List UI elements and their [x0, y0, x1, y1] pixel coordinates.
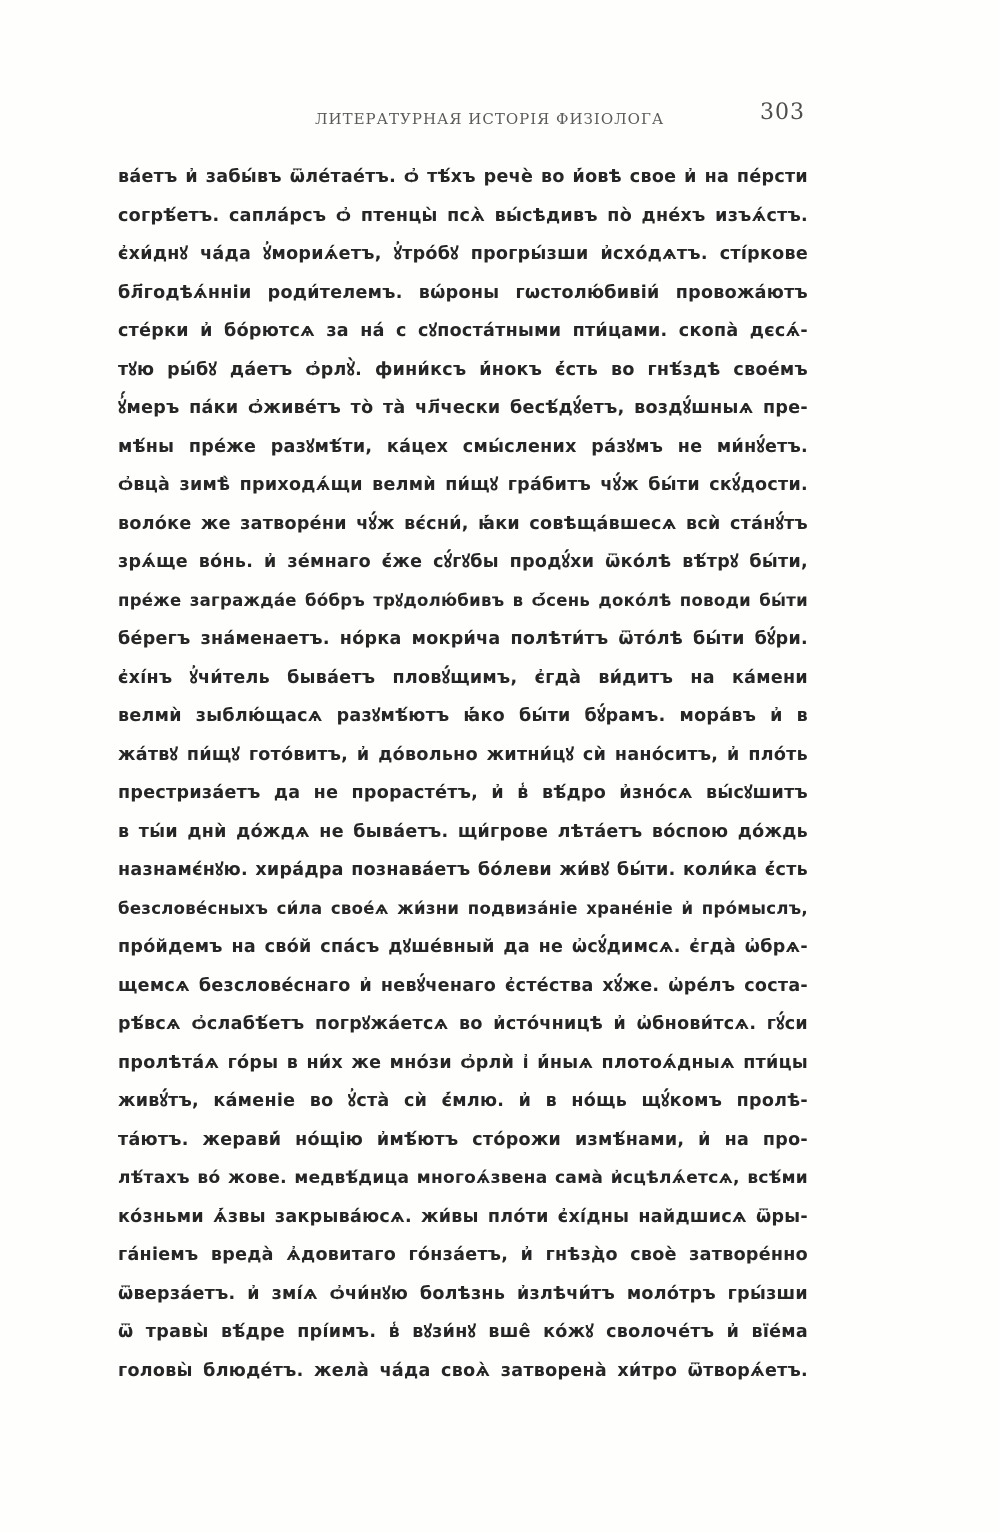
running-head — [0, 100, 1000, 134]
text-line: бл҃годѣѧ́нніи роди́телемъ. вѡ́роны гѡстолю́бивіи́ провожа́ютъ — [118, 282, 808, 303]
text-line: про́йдемъ на сво́й спа́съ дꙋше́вный да не ѡ҆сꙋ́димсѧ. є҆гда̀ ѡ҆брѧ- — [118, 937, 808, 957]
body-text — [118, 158, 808, 1390]
text-line: бе́регъ зна́менаетъ. но́рка мокри́ча полѣти́тъ ѿто́лѣ бы́ти бꙋ́ри. — [118, 629, 808, 649]
text-line: га́ніемъ вреда̀ ѧ҆довитаго го́нза́етъ, и҆ гнѣзд̀о своѐ затворе́нно — [118, 1245, 808, 1265]
text-line: вáетъ и҆ забы́въ ѿле́таéтъ. ѻ҆ тѣ́хъ речѐ во и҆́овѣ свое и҆ на пе́рсти — [118, 167, 808, 187]
text-line: зрѧ́ще во́нь. и҆ зе́мнаго є҆́же сꙋ́гꙋбы продꙋ́хи ѿко́лѣ вѣ́трꙋ бы́ти, — [118, 552, 808, 572]
text-line: престриза́етъ да не прорасте́тъ, и҆ в̾ вѣ́дро и҆зно́сѧ вы́сꙋшитъ — [118, 783, 808, 803]
text-line: жа́твꙋ пи́щꙋ гото́витъ, и҆ до́вольно житни́цꙋ сѝ нано́ситъ, и҆ пло́ть — [118, 744, 808, 765]
text-line: та́ютъ. жерави̇́ но́щію и҆мѣ́ютъ сто́рожи измѣ́нами, и҆ на про- — [118, 1129, 808, 1150]
text-line: головы̀ блюде́тъ. жела̀ ча́да своѧ̀ затворена̀ хи́тро ѿтворѧ́етъ. — [118, 1360, 808, 1381]
text-line: пре́же загражда́е бо́бръ трꙋдолю́бивъ в ѻ҆́сень доко́лѣ поводи бы́ти — [118, 590, 808, 610]
page-number: 303 — [760, 100, 805, 125]
text-line: ѿ травы̀ вѣ́дре прі́имъ. в̾ вꙋзи́нꙋ вше̂ ко́жꙋ сволоче́тъ и҆ вїе́ма — [118, 1322, 808, 1342]
text-line: тꙋю ры́бꙋ да́етъ ѻ҆рлꙋ̀. фини́ксъ и҆́нокъ є҆́сть во гнѣ́здѣ свое́мъ — [118, 359, 808, 380]
text-line: сте́рки и҆ бо́рютсѧ за на́ с сꙋпоста́тными пти́цами. скопа̀ дєсѧ́- — [118, 321, 808, 341]
text-line: рѣ́всѧ ѻ҆слабѣ́етъ погрꙋжа́етсѧ во и҆сто́чницѣ и҆ ѡ҆бнови́тсѧ. гꙋ́си — [118, 1014, 808, 1034]
text-line: ко́зньми ѧ҆́звы закрыва́юсѧ. жи́вы пло́ти є҆хі́дны найдшисѧ ѿры- — [118, 1206, 808, 1227]
text-line: мѣ́ны пре́же разꙋмѣ́ти, ка́цех смы́слених ра́зꙋмъ не ми́нꙋ́етъ. — [118, 436, 808, 457]
text-line: ѻ҆вца̀ зимѣ̀ приходѧ́щи велмѝ пи́щꙋ гра́битъ чꙋ́ж бы́ти скꙋ́дости. — [118, 475, 808, 495]
text-line: щемсѧ безслове́снаго и҆ невꙋ́ченаго є҆сте́ства хꙋ́же. ѡ҆ре́лъ соста- — [118, 975, 808, 996]
text-line: воло́ке же затворе́ни чꙋ́ж вє́сни́, ꙗ҆́ки совѣща́вшесѧ всѝ ста́нꙋ́тъ — [118, 513, 808, 534]
text-line: пролѣта́ѧ го́ры в ни́х же мно́зи ѻ҆рлѝ і҆ и҆́ныѧ плотоѧ́дныѧ пти́цы — [118, 1052, 808, 1073]
text-line: є҆хі́нъ ꙋ҆чи́тель быва́етъ пловꙋ́щимъ, є҆гда̀ ви́дитъ на ка́мени — [118, 667, 808, 688]
text-line: безслове́сныхъ си́ла свое́ѧ жи́зни подвиза́ніе хране́ніе и҆ про́мыслъ, — [118, 898, 808, 918]
text-line: ѿверза́етъ. и҆ змі́ѧ ѻ҆чи́нꙋю болѣзнь и҆злѣчи́тъ моло́тръ гры́зши — [118, 1283, 808, 1304]
running-title: ЛИТЕРАТУРНАЯ ИСТОРІЯ ФИЗІОЛОГА — [315, 110, 665, 128]
text-line: є҆хи́днꙋ ча́да ꙋ҆мориѧ́етъ, ꙋ҆тро́бꙋ прогры́зши и҆схо́дѧтъ. сті́ркове — [118, 244, 808, 264]
text-line: назнамє́нꙋю. хира́дра познава́етъ бо́леви жи́вꙋ бы́ти. коли́ка є҆́сть — [118, 860, 808, 880]
text-line: в ты́и днѝ до́ждѧ не быва́етъ. щи́грове лѣта́етъ во́спою до́ждь — [118, 821, 808, 842]
text-line: живꙋ́тъ, ка́меніе во ꙋ҆ста̀ сѝ є҆́млю. и҆ в но́щь щꙋ́комъ пролѣ- — [118, 1091, 808, 1111]
text-line: лѣ́тахъ во́ жове. медвѣ́дица многоѧ́звена сама̀ и҆сцѣлѧ́етсѧ, всѣ́ми — [118, 1168, 808, 1188]
text-line: ꙋ҆́меръ па́ки ѻ҆живе́тъ то̀ та̀ чл҃чески бесѣ́дꙋ́етъ, воздꙋ́шныѧ пре- — [118, 398, 808, 418]
text-line: согрѣ́етъ. сапла́рсъ ѻ҆ птенцы̀ псѧ̀ вы́сѣдивъ по̀ дне́хъ изъѧ́стъ. — [118, 205, 808, 226]
text-line: велмѝ зыблю́щасѧ разꙋмѣ́ютъ ꙗ҆́ко бы́ти бꙋ́рамъ. мора́въ и҆ в — [118, 706, 808, 726]
